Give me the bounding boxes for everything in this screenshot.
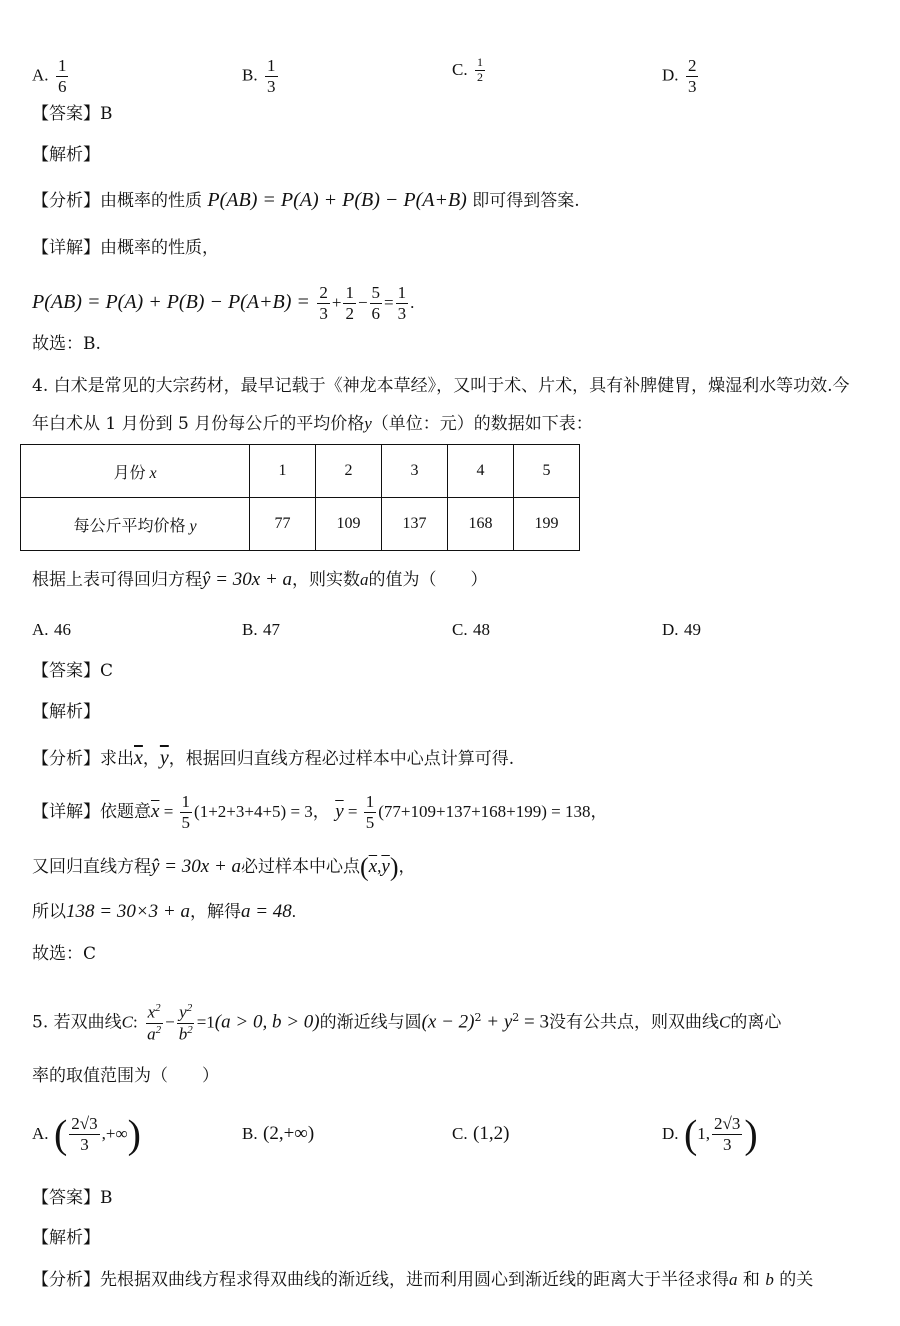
q4-fenxi: 【分析】求出$\overline{x}$，$\overline{y}$，根据回归直线方程必过样本中心点计算可得.: [32, 747, 515, 769]
q4-analysis-heading: 【解析】: [32, 702, 100, 722]
table-cell: 109: [316, 498, 382, 551]
q5-fenxi: 【分析】先根据双曲线方程求得双曲线的渐近线，进而利用圆心到渐近线的距离大于半径求得a 和 b 的关: [32, 1270, 814, 1290]
q4-option-c: C. 48: [452, 620, 490, 639]
q5-option-c: C. (1,2): [452, 1123, 510, 1144]
q3-fenxi: 【分析】由概率的性质 P(AB) = P(A) + P(B) − P(A+B) 即可得到答案.: [32, 189, 580, 211]
table-cell: 4: [448, 445, 514, 498]
table-row: [21, 498, 580, 551]
q4-detail: 【详解】依题意$\overline{x}$ = $\frac{1}{5}$ (1+2+3+4+5) = 3， $\overline{y}$ = $\frac{1}{5}$ (77+109+137+168+199) = 138，: [32, 792, 608, 832]
q3-option-c: C. $\frac{1}{2}$: [452, 55, 483, 84]
row-header-month: 月份 x: [21, 445, 250, 498]
q5-stem-line2: 率的取值范围为（ ）: [32, 1066, 219, 1086]
table-row: [21, 445, 580, 498]
table-cell: 137: [382, 498, 448, 551]
q3-conclusion: 故选：B.: [32, 334, 101, 354]
q3-option-d: D. $\frac{2}{3}$: [662, 56, 697, 96]
table-cell: 5: [514, 445, 580, 498]
q4-line3: 所以138 = 30×3 + a，解得a = 48.: [32, 901, 297, 922]
q5-analysis-heading: 【解析】: [32, 1228, 100, 1248]
q3-detail-formula: P(AB) = P(A) + P(B) − P(A+B) = $\frac{2}{3}$ + $\frac{1}{2}$ − $\frac{5}{6}$ = $\frac{1}{3}$ .: [32, 283, 415, 323]
q4-answer: 【答案】C: [32, 661, 114, 681]
q4-stem-line1: 4. 白术是常见的大宗药材，最早记载于《神龙本草经》，又叫于术、片术，具有补脾健胃，燥湿利水等功效.今: [32, 376, 850, 396]
q4-line2: 又回归直线方程ŷ = 30x + a必过样本中心点$(\overline{x},\overline{y})$，: [32, 852, 416, 882]
q3-detail: 【详解】由概率的性质，: [32, 238, 219, 258]
q3-answer: 【答案】B: [32, 104, 113, 124]
q4-option-a: A. 46: [32, 620, 71, 639]
q5-option-d: D. (1, $\frac{2√3}{3}$ ): [662, 1111, 758, 1157]
q4-question: 根据上表可得回归方程ŷ = 30x + a，则实数a的值为（ ）: [32, 569, 488, 590]
table-cell: 2: [316, 445, 382, 498]
table-cell: 199: [514, 498, 580, 551]
q3-option-a: A. $\frac{1}{6}$: [32, 56, 67, 96]
table-cell: 77: [250, 498, 316, 551]
q4-option-d: D. 49: [662, 620, 701, 639]
q5-option-a: A. ( $\frac{2√3}{3}$ ,+∞): [32, 1111, 141, 1157]
row-header-price: 每公斤平均价格 y: [21, 498, 250, 551]
q3-option-b: B. $\frac{1}{3}$: [242, 56, 276, 96]
table-cell: 168: [448, 498, 514, 551]
q5-option-b: B. (2,+∞): [242, 1123, 315, 1144]
table-cell: 3: [382, 445, 448, 498]
q5-stem: 5. 若双曲线C: $\frac{x^2}{a^2}$ − $\frac{y^2}{b^2}$ =1(a > 0, b > 0)的渐近线与圆$(x - 2)^2 + y^2 = 3$没有公共点，则双曲线C的离心: [32, 1002, 782, 1044]
q5-answer: 【答案】B: [32, 1188, 113, 1208]
q4-option-b: B. 47: [242, 620, 280, 639]
table-cell: 1: [250, 445, 316, 498]
q4-conclusion: 故选：C: [32, 944, 97, 964]
price-table: [20, 444, 580, 551]
q3-analysis-heading: 【解析】: [32, 145, 100, 165]
q4-stem-line2: 年白术从 1 月份到 5 月份每公斤的平均价格y（单位：元）的数据如下表：: [32, 414, 593, 434]
